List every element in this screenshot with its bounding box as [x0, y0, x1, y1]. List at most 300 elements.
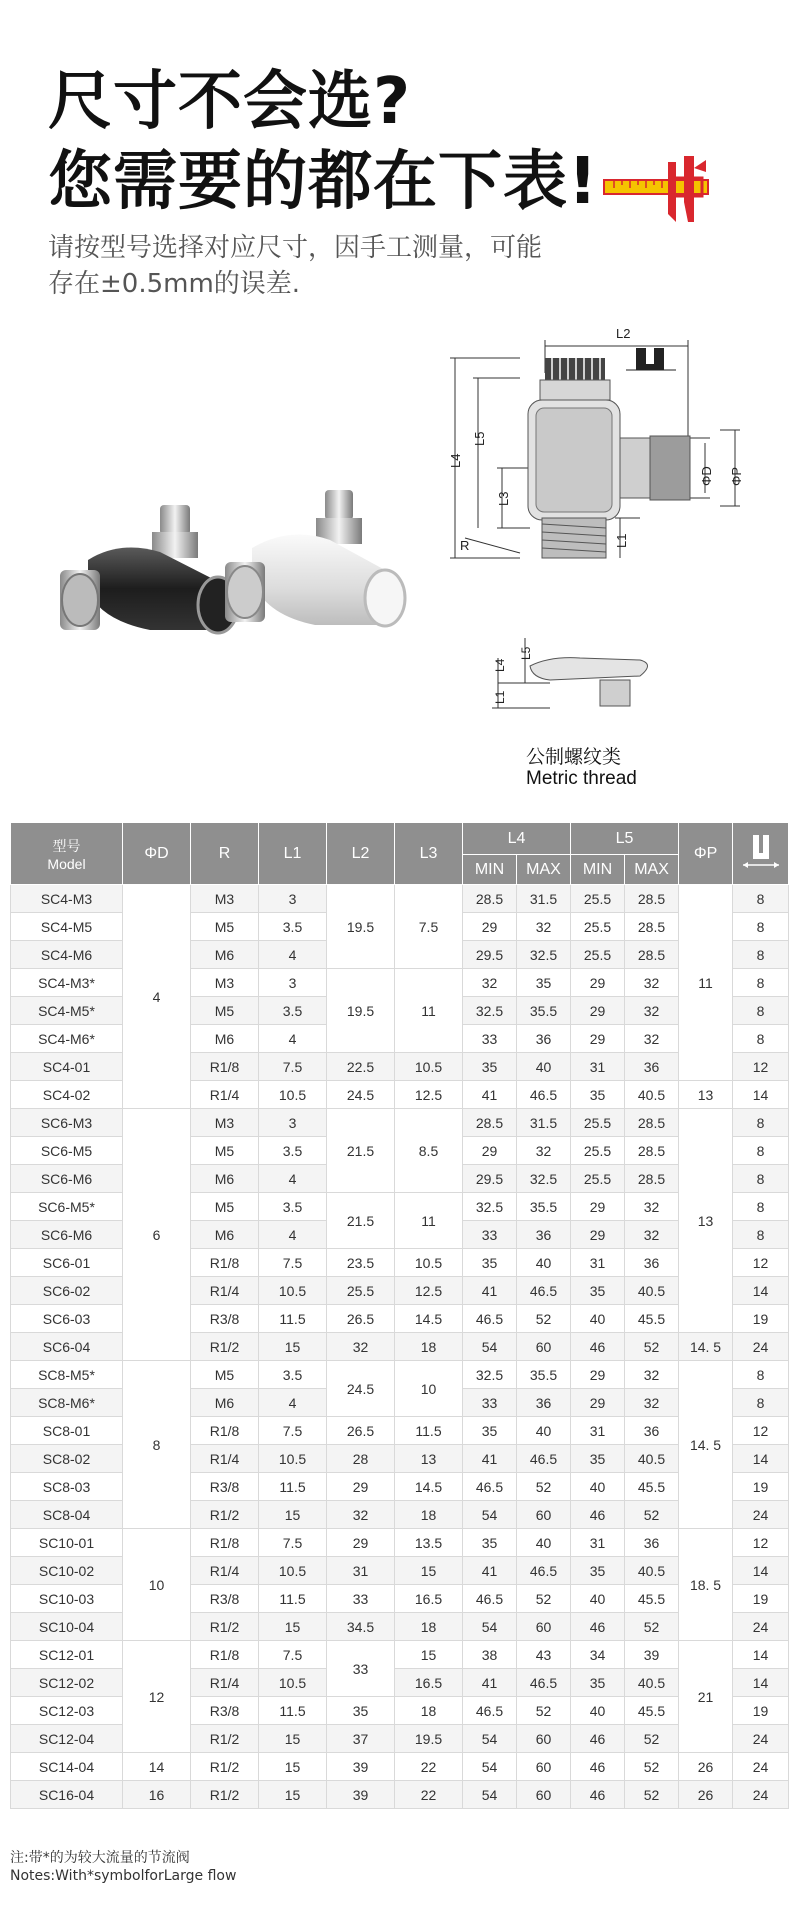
cell-l2: 34.5	[327, 1613, 395, 1641]
cell-fork: 14	[733, 1081, 789, 1109]
cell-l5-min: 40	[571, 1473, 625, 1501]
cell-l2: 31	[327, 1557, 395, 1585]
label-r: R	[460, 538, 470, 553]
cell-l4-max: 35.5	[517, 1361, 571, 1389]
cell-l4-min: 54	[463, 1781, 517, 1809]
cell-l5-max: 36	[625, 1249, 679, 1277]
cell-l4-min: 33	[463, 1025, 517, 1053]
cell-l5-max: 52	[625, 1501, 679, 1529]
cell-model: SC12-03	[11, 1697, 123, 1725]
cell-l5-min: 29	[571, 1193, 625, 1221]
cell-l4-max: 60	[517, 1781, 571, 1809]
cell-l1: 3	[259, 969, 327, 997]
spec-table	[10, 822, 789, 1809]
header-l4: L4	[463, 823, 571, 855]
header-model-en: Model	[47, 855, 86, 872]
label-l4: L4	[448, 453, 463, 468]
cell-l5-max: 40.5	[625, 1669, 679, 1697]
label-d: ΦD	[699, 466, 714, 486]
cell-l1: 10.5	[259, 1557, 327, 1585]
cell-l3: 14.5	[395, 1473, 463, 1501]
cell-l5-min: 35	[571, 1669, 625, 1697]
cell-p: 11	[679, 885, 733, 1081]
cell-l5-max: 32	[625, 969, 679, 997]
table-row	[11, 1529, 789, 1557]
cell-l4-min: 32.5	[463, 1193, 517, 1221]
cell-fork: 8	[733, 1221, 789, 1249]
cell-l5-max: 36	[625, 1529, 679, 1557]
cell-l1: 4	[259, 941, 327, 969]
cell-model: SC6-M3	[11, 1109, 123, 1137]
cell-l3: 8.5	[395, 1109, 463, 1193]
note-cn: 注:带*的为较大流量的节流阀	[10, 1850, 190, 1866]
cell-l5-min: 34	[571, 1641, 625, 1669]
cell-l5-min: 31	[571, 1249, 625, 1277]
cell-l3: 10.5	[395, 1053, 463, 1081]
cell-model: SC12-04	[11, 1725, 123, 1753]
cell-fork: 8	[733, 1165, 789, 1193]
cell-model: SC8-M6*	[11, 1389, 123, 1417]
cell-r: M5	[191, 1361, 259, 1389]
cell-l5-max: 45.5	[625, 1697, 679, 1725]
cell-l5-min: 46	[571, 1501, 625, 1529]
cell-p: 26	[679, 1753, 733, 1781]
cell-fork: 24	[733, 1501, 789, 1529]
label-p: ΦP	[729, 466, 744, 486]
cell-l3: 12.5	[395, 1081, 463, 1109]
label-l3: L3	[496, 491, 511, 506]
cell-r: R1/4	[191, 1557, 259, 1585]
cell-l4-max: 32.5	[517, 1165, 571, 1193]
header-model	[11, 823, 123, 885]
cell-l5-min: 46	[571, 1781, 625, 1809]
cell-l5-max: 28.5	[625, 885, 679, 913]
cell-p: 13	[679, 1109, 733, 1333]
cell-r: R1/8	[191, 1249, 259, 1277]
cell-l5-max: 39	[625, 1641, 679, 1669]
cell-l5-max: 28.5	[625, 1137, 679, 1165]
cell-l3: 11.5	[395, 1417, 463, 1445]
cell-l1: 15	[259, 1333, 327, 1361]
cell-l4-max: 40	[517, 1249, 571, 1277]
cell-l5-min: 29	[571, 1361, 625, 1389]
cell-l5-min: 31	[571, 1053, 625, 1081]
cell-p: 13	[679, 1081, 733, 1109]
cell-r: R3/8	[191, 1305, 259, 1333]
product-photo	[40, 480, 420, 680]
drawing-fork-symbol	[626, 348, 676, 370]
cell-l3: 18	[395, 1501, 463, 1529]
cell-r: R1/2	[191, 1753, 259, 1781]
cell-model: SC4-M3	[11, 885, 123, 913]
cell-l1: 3.5	[259, 997, 327, 1025]
cell-l1: 15	[259, 1613, 327, 1641]
cell-l1: 10.5	[259, 1669, 327, 1697]
cell-l2: 21.5	[327, 1109, 395, 1193]
header-r: R	[191, 823, 259, 885]
cell-l3: 18	[395, 1613, 463, 1641]
cell-l4-max: 60	[517, 1725, 571, 1753]
spec-table-header	[11, 823, 789, 885]
cell-r: M3	[191, 1109, 259, 1137]
cell-l3: 16.5	[395, 1585, 463, 1613]
cell-model: SC12-02	[11, 1669, 123, 1697]
cell-l5-min: 40	[571, 1585, 625, 1613]
cell-model: SC6-01	[11, 1249, 123, 1277]
cell-l1: 15	[259, 1753, 327, 1781]
cell-l2: 24.5	[327, 1081, 395, 1109]
cell-l2: 23.5	[327, 1249, 395, 1277]
cell-l4-min: 54	[463, 1753, 517, 1781]
cell-l4-min: 54	[463, 1725, 517, 1753]
cell-l4-max: 46.5	[517, 1445, 571, 1473]
cell-l1: 10.5	[259, 1445, 327, 1473]
cell-l1: 15	[259, 1781, 327, 1809]
cell-l1: 15	[259, 1725, 327, 1753]
headline-line-2: 您需要的都在下表!	[48, 145, 599, 219]
cell-d: 8	[123, 1361, 191, 1529]
cell-l5-min: 46	[571, 1333, 625, 1361]
cell-l3: 15	[395, 1641, 463, 1669]
cell-l4-min: 38	[463, 1641, 517, 1669]
cell-l4-min: 46.5	[463, 1697, 517, 1725]
cell-l5-max: 40.5	[625, 1081, 679, 1109]
cell-r: M6	[191, 1165, 259, 1193]
black-fitting	[60, 505, 238, 633]
cell-l5-min: 35	[571, 1557, 625, 1585]
cell-d: 6	[123, 1109, 191, 1361]
cell-fork: 8	[733, 969, 789, 997]
cell-l2: 39	[327, 1781, 395, 1809]
cell-l5-max: 52	[625, 1333, 679, 1361]
cell-fork: 14	[733, 1445, 789, 1473]
cell-model: SC8-03	[11, 1473, 123, 1501]
cell-l5-min: 29	[571, 997, 625, 1025]
header-l5: L5	[571, 823, 679, 855]
cell-l2: 21.5	[327, 1193, 395, 1249]
cell-l5-max: 32	[625, 1361, 679, 1389]
cell-l5-max: 36	[625, 1053, 679, 1081]
drawing-caption-en: Metric thread	[526, 768, 637, 789]
cell-fork: 14	[733, 1277, 789, 1305]
cell-fork: 8	[733, 1137, 789, 1165]
cell-l4-min: 54	[463, 1333, 517, 1361]
cell-l5-max: 32	[625, 1221, 679, 1249]
header-d: ΦD	[123, 823, 191, 885]
cell-r: M6	[191, 941, 259, 969]
cell-l4-max: 40	[517, 1529, 571, 1557]
cell-l1: 4	[259, 1221, 327, 1249]
cell-l4-min: 29.5	[463, 1165, 517, 1193]
label-l2: L2	[616, 326, 631, 341]
cell-fork: 19	[733, 1697, 789, 1725]
cell-fork: 24	[733, 1613, 789, 1641]
cell-model: SC6-04	[11, 1333, 123, 1361]
cell-fork: 14	[733, 1641, 789, 1669]
cell-l1: 10.5	[259, 1081, 327, 1109]
cell-l3: 10.5	[395, 1249, 463, 1277]
cell-l1: 4	[259, 1025, 327, 1053]
cell-model: SC10-01	[11, 1529, 123, 1557]
cell-l5-max: 28.5	[625, 913, 679, 941]
cell-l5-min: 46	[571, 1613, 625, 1641]
cell-d: 14	[123, 1753, 191, 1781]
cell-l5-max: 28.5	[625, 941, 679, 969]
cell-l1: 3.5	[259, 1137, 327, 1165]
cell-l3: 12.5	[395, 1277, 463, 1305]
cell-l2: 26.5	[327, 1305, 395, 1333]
cell-p: 14. 5	[679, 1333, 733, 1361]
cell-l1: 11.5	[259, 1585, 327, 1613]
subtitle-line-1: 请按型号选择对应尺寸，因手工测量，可能	[48, 233, 543, 263]
cell-l5-max: 52	[625, 1725, 679, 1753]
cell-l3: 14.5	[395, 1305, 463, 1333]
headline-line-1: 尺寸不会选?	[48, 65, 412, 139]
cell-l3: 11	[395, 969, 463, 1053]
header-l3: L3	[395, 823, 463, 885]
cell-model: SC4-M5	[11, 913, 123, 941]
cell-l2: 29	[327, 1529, 395, 1557]
cell-fork: 24	[733, 1753, 789, 1781]
cell-l4-max: 36	[517, 1221, 571, 1249]
cell-r: R1/2	[191, 1613, 259, 1641]
fork-symbol-icon	[739, 831, 783, 871]
cell-l4-max: 52	[517, 1585, 571, 1613]
cell-l5-min: 29	[571, 1221, 625, 1249]
drawing-caption-cn: 公制螺纹类	[526, 746, 622, 768]
cell-l5-max: 52	[625, 1613, 679, 1641]
cell-model: SC8-01	[11, 1417, 123, 1445]
cell-l2: 28	[327, 1445, 395, 1473]
label-l1-side: L1	[493, 690, 507, 704]
cell-l4-min: 41	[463, 1277, 517, 1305]
cell-l3: 19.5	[395, 1725, 463, 1753]
cell-r: M6	[191, 1221, 259, 1249]
cell-p: 18. 5	[679, 1529, 733, 1641]
cell-l5-max: 28.5	[625, 1165, 679, 1193]
cell-r: R1/2	[191, 1781, 259, 1809]
spec-table-body	[11, 885, 789, 1809]
cell-l4-max: 60	[517, 1501, 571, 1529]
cell-r: M3	[191, 885, 259, 913]
cell-l4-min: 54	[463, 1501, 517, 1529]
cell-l3: 18	[395, 1697, 463, 1725]
header-l1: L1	[259, 823, 327, 885]
cell-l2: 33	[327, 1585, 395, 1613]
cell-l4-min: 41	[463, 1669, 517, 1697]
cell-fork: 19	[733, 1305, 789, 1333]
cell-l4-max: 46.5	[517, 1081, 571, 1109]
cell-l2: 33	[327, 1641, 395, 1697]
cell-fork: 12	[733, 1417, 789, 1445]
cell-r: R1/2	[191, 1725, 259, 1753]
cell-fork: 24	[733, 1725, 789, 1753]
cell-l3: 13.5	[395, 1529, 463, 1557]
cell-l5-min: 29	[571, 1025, 625, 1053]
cell-model: SC8-M5*	[11, 1361, 123, 1389]
cell-l2: 25.5	[327, 1277, 395, 1305]
cell-model: SC6-M5	[11, 1137, 123, 1165]
cell-l4-max: 32	[517, 913, 571, 941]
cell-fork: 8	[733, 885, 789, 913]
cell-model: SC6-M6	[11, 1221, 123, 1249]
cell-l4-min: 35	[463, 1053, 517, 1081]
cell-l4-max: 52	[517, 1305, 571, 1333]
cell-l2: 19.5	[327, 885, 395, 969]
cell-l1: 7.5	[259, 1249, 327, 1277]
cell-l1: 3.5	[259, 913, 327, 941]
cell-l5-min: 35	[571, 1445, 625, 1473]
cell-l4-max: 46.5	[517, 1557, 571, 1585]
cell-l4-max: 35.5	[517, 997, 571, 1025]
cell-fork: 8	[733, 1361, 789, 1389]
cell-l5-max: 40.5	[625, 1277, 679, 1305]
cell-l5-max: 40.5	[625, 1445, 679, 1473]
cell-r: M6	[191, 1025, 259, 1053]
cell-l5-min: 35	[571, 1081, 625, 1109]
cell-l4-min: 41	[463, 1081, 517, 1109]
label-l1: L1	[614, 533, 629, 548]
cell-l5-max: 32	[625, 997, 679, 1025]
cell-model: SC8-02	[11, 1445, 123, 1473]
cell-model: SC6-02	[11, 1277, 123, 1305]
cell-model: SC12-01	[11, 1641, 123, 1669]
cell-l5-max: 45.5	[625, 1473, 679, 1501]
cell-l4-max: 35	[517, 969, 571, 997]
label-l5-side: L5	[519, 646, 533, 660]
cell-l1: 7.5	[259, 1053, 327, 1081]
cell-l4-max: 60	[517, 1333, 571, 1361]
cell-l5-min: 46	[571, 1753, 625, 1781]
cell-model: SC4-01	[11, 1053, 123, 1081]
cell-l5-min: 25.5	[571, 1109, 625, 1137]
cell-l2: 32	[327, 1333, 395, 1361]
cell-l5-max: 40.5	[625, 1557, 679, 1585]
cell-l4-min: 46.5	[463, 1585, 517, 1613]
cell-d: 4	[123, 885, 191, 1109]
cell-model: SC4-M3*	[11, 969, 123, 997]
cell-l5-min: 25.5	[571, 885, 625, 913]
cell-fork: 8	[733, 1025, 789, 1053]
cell-r: R3/8	[191, 1473, 259, 1501]
cell-l1: 3	[259, 885, 327, 913]
cell-l4-min: 28.5	[463, 1109, 517, 1137]
cell-r: R1/4	[191, 1277, 259, 1305]
cell-l1: 10.5	[259, 1277, 327, 1305]
cell-r: M5	[191, 997, 259, 1025]
cell-l5-min: 29	[571, 969, 625, 997]
cell-fork: 12	[733, 1529, 789, 1557]
cell-l1: 15	[259, 1501, 327, 1529]
cell-l3: 7.5	[395, 885, 463, 969]
cell-l3: 13	[395, 1445, 463, 1473]
cell-d: 16	[123, 1781, 191, 1809]
cell-model: SC10-02	[11, 1557, 123, 1585]
cell-l5-max: 32	[625, 1025, 679, 1053]
cell-l2: 22.5	[327, 1053, 395, 1081]
cell-fork: 8	[733, 913, 789, 941]
cell-l4-min: 35	[463, 1249, 517, 1277]
cell-fork: 14	[733, 1669, 789, 1697]
cell-l4-min: 29	[463, 913, 517, 941]
header-l5-min: MIN	[571, 855, 625, 885]
cell-l5-min: 46	[571, 1725, 625, 1753]
cell-l5-max: 36	[625, 1417, 679, 1445]
cell-r: M6	[191, 1389, 259, 1417]
cell-l3: 15	[395, 1557, 463, 1585]
cell-r: R3/8	[191, 1697, 259, 1725]
cell-l4-max: 32	[517, 1137, 571, 1165]
cell-model: SC14-04	[11, 1753, 123, 1781]
cell-d: 10	[123, 1529, 191, 1641]
cell-l2: 32	[327, 1501, 395, 1529]
cell-model: SC10-04	[11, 1613, 123, 1641]
cell-l2: 29	[327, 1473, 395, 1501]
cell-r: R1/8	[191, 1417, 259, 1445]
cell-l2: 39	[327, 1753, 395, 1781]
cell-l4-max: 60	[517, 1753, 571, 1781]
cell-p: 14. 5	[679, 1361, 733, 1529]
cell-l4-max: 36	[517, 1389, 571, 1417]
header-l4-min: MIN	[463, 855, 517, 885]
cell-d: 12	[123, 1641, 191, 1753]
cell-r: R1/8	[191, 1529, 259, 1557]
cell-l1: 11.5	[259, 1305, 327, 1333]
cell-l5-max: 45.5	[625, 1585, 679, 1613]
cell-l1: 7.5	[259, 1417, 327, 1445]
cell-l4-max: 31.5	[517, 1109, 571, 1137]
cell-fork: 8	[733, 1193, 789, 1221]
cell-fork: 8	[733, 1389, 789, 1417]
cell-l2: 19.5	[327, 969, 395, 1053]
cell-l1: 4	[259, 1165, 327, 1193]
table-row	[11, 1361, 789, 1389]
cell-l4-max: 60	[517, 1613, 571, 1641]
cell-l1: 7.5	[259, 1529, 327, 1557]
cell-l3: 18	[395, 1333, 463, 1361]
cell-l1: 11.5	[259, 1697, 327, 1725]
cell-l1: 3.5	[259, 1193, 327, 1221]
cell-l3: 10	[395, 1361, 463, 1417]
cell-l5-min: 25.5	[571, 913, 625, 941]
cell-r: R3/8	[191, 1585, 259, 1613]
header-p: ΦP	[679, 823, 733, 885]
cell-l3: 22	[395, 1753, 463, 1781]
cell-l3: 16.5	[395, 1669, 463, 1697]
cell-l4-max: 31.5	[517, 885, 571, 913]
cell-l4-max: 52	[517, 1473, 571, 1501]
header-fork	[733, 823, 789, 885]
header-l2: L2	[327, 823, 395, 885]
cell-r: R1/2	[191, 1501, 259, 1529]
cell-l4-max: 40	[517, 1053, 571, 1081]
cell-l4-min: 32.5	[463, 997, 517, 1025]
label-l4-side: L4	[493, 658, 507, 672]
cell-l4-min: 29	[463, 1137, 517, 1165]
cell-l5-max: 52	[625, 1781, 679, 1809]
caliper-icon	[602, 152, 712, 224]
cell-l4-min: 29.5	[463, 941, 517, 969]
cell-l4-min: 33	[463, 1221, 517, 1249]
header-l4-max: MAX	[517, 855, 571, 885]
cell-fork: 8	[733, 941, 789, 969]
cell-model: SC6-03	[11, 1305, 123, 1333]
cell-model: SC8-04	[11, 1501, 123, 1529]
cell-l1: 3	[259, 1109, 327, 1137]
label-l5: L5	[472, 431, 487, 446]
cell-model: SC4-M5*	[11, 997, 123, 1025]
cell-l1: 11.5	[259, 1473, 327, 1501]
